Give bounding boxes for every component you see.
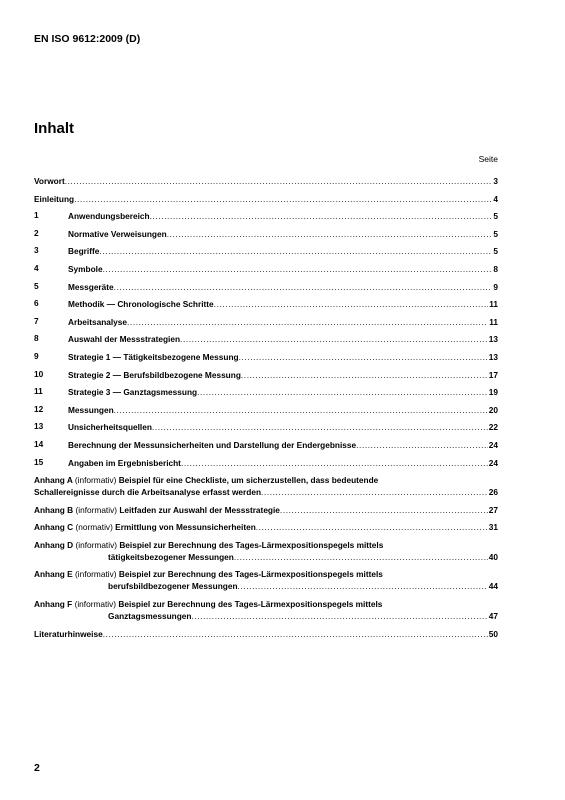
toc-entry-number: 10	[34, 368, 44, 379]
toc-leader-dots	[280, 504, 488, 516]
toc-entry-4[interactable]	[34, 263, 498, 275]
toc-entry-page: 13	[488, 351, 498, 362]
annex-title-line-1: Leitfaden zur Auswahl der Messstrategie	[119, 504, 280, 515]
toc-leader-dots	[256, 521, 488, 533]
toc-entry-page: 27	[488, 504, 498, 515]
toc-annex-e[interactable]	[34, 568, 498, 592]
toc-leader-dots	[167, 228, 493, 240]
toc-entry-title: Auswahl der Messstrategien	[68, 334, 181, 345]
toc-entry-number: 3	[34, 245, 39, 256]
toc-entry-page: 31	[488, 522, 498, 533]
toc-entry-number: 13	[34, 421, 44, 432]
toc-entry-number: 6	[34, 298, 39, 309]
toc-leader-dots	[261, 486, 488, 498]
toc-annex-d[interactable]	[34, 539, 498, 563]
toc-entry-title: Vorwort	[34, 176, 65, 186]
toc-entry-number: 4	[34, 262, 39, 273]
toc-leader-dots	[65, 175, 493, 187]
annex-title-line-1: Beispiel zur Berechnung des Tages-Lärmexpositionspegels mittels	[118, 569, 383, 580]
toc-entry-page: 40	[488, 551, 498, 562]
toc-entry-title: Strategie 2 — Berufsbildbezogene Messung	[68, 369, 241, 380]
toc-entry-title: Symbole	[68, 263, 103, 274]
toc-entry-15[interactable]	[34, 457, 498, 469]
toc-entry-page: 17	[488, 369, 498, 380]
toc-entry-page: 8	[493, 263, 498, 274]
toc-entry-page: 11	[489, 316, 498, 327]
toc-leader-dots	[152, 421, 488, 433]
toc-entry-number: 1	[34, 210, 39, 221]
annex-title-line-2: Schallereignisse durch die Arbeitsanalyse erfasst werden	[34, 487, 262, 498]
toc-entry-9[interactable]	[34, 351, 498, 363]
toc-entry-number: 12	[34, 403, 44, 414]
annex-kind: (informativ)	[75, 569, 117, 580]
toc-annex-b[interactable]	[34, 504, 498, 516]
toc-leader-dots	[181, 457, 488, 469]
toc-entry-6[interactable]	[34, 298, 498, 310]
toc-entry-title: Normative Verweisungen	[68, 228, 167, 239]
toc-leader-dots	[356, 439, 488, 451]
toc-entry-page: 11	[489, 299, 498, 310]
annex-title-line-1: Beispiel zur Berechnung des Tages-Lärmexpositionspegels mittels	[119, 539, 384, 550]
toc-leader-dots	[238, 580, 488, 592]
toc-entry-number: 14	[34, 438, 44, 449]
annex-title-line-1: Beispiel für eine Checkliste, um sicherzustellen, dass bedeutende	[118, 475, 379, 486]
annex-kind: (informativ)	[74, 475, 117, 486]
document-id-header: EN ISO 9612:2009 (D)	[34, 33, 141, 45]
toc-annex-a[interactable]	[34, 474, 498, 498]
toc-entry-title: Berechnung der Messunsicherheiten und Darstellung der Endergebnisse	[68, 439, 357, 450]
toc-entry-number: 8	[34, 333, 39, 344]
annex-label: Anhang B	[34, 504, 74, 515]
toc-leader-dots	[234, 551, 488, 563]
toc-entry-vorwort[interactable]	[34, 175, 498, 187]
toc-entry-5[interactable]	[34, 281, 498, 293]
annex-title-line-1: Beispiel zur Berechnung des Tages-Lärmexpositionspegels mittels	[118, 599, 383, 610]
toc-entry-14[interactable]	[34, 439, 498, 451]
toc-leader-dots	[114, 404, 488, 416]
toc-entry-title: Messgeräte	[68, 281, 114, 292]
toc-entry-3[interactable]	[34, 245, 498, 257]
toc-entry-einleitung[interactable]	[34, 193, 498, 205]
toc-entry-page: 5	[493, 211, 498, 222]
page-number: 2	[34, 762, 40, 774]
toc-entry-8[interactable]	[34, 333, 498, 345]
toc-entry-page: 20	[488, 404, 498, 415]
toc-leader-dots	[191, 610, 487, 622]
toc-title: Inhalt	[34, 120, 74, 137]
toc-leader-dots	[74, 193, 492, 205]
toc-annex-f[interactable]	[34, 598, 498, 622]
annex-kind: (normativ)	[75, 522, 113, 533]
toc-entry-title: Einleitung	[34, 193, 75, 204]
annex-title-line-2: Ganztagsmessungen	[108, 611, 192, 622]
toc-entry-page: 24	[488, 439, 498, 450]
annex-title-line-2: tätigkeitsbezogener Messungen	[108, 551, 234, 562]
toc-entry-page: 5	[493, 228, 498, 239]
toc-entry-page: 9	[493, 281, 498, 292]
toc-leader-dots	[127, 316, 488, 328]
toc-entry-page: 19	[488, 387, 498, 398]
toc-entry-title: Methodik — Chronologische Schritte	[68, 299, 214, 310]
toc-leader-dots	[114, 281, 493, 293]
annex-label: Anhang C	[34, 522, 74, 533]
toc-entry-title: Unsicherheitsquellen	[68, 422, 152, 433]
toc-entry-12[interactable]	[34, 404, 498, 416]
page-column-label: Seite	[478, 154, 498, 164]
toc-leader-dots	[239, 351, 488, 363]
toc-entry-title: Arbeitsanalyse	[68, 316, 128, 327]
toc-leader-dots	[180, 333, 488, 345]
toc-entry-number: 15	[34, 456, 44, 467]
toc-entry-page: 22	[488, 422, 498, 433]
toc-entry-page: 44	[488, 581, 498, 592]
annex-label: Anhang E	[34, 569, 73, 580]
table-of-contents	[34, 175, 498, 645]
toc-entry-literaturhinweise[interactable]	[34, 628, 498, 640]
toc-entry-number: 5	[34, 280, 39, 291]
toc-entry-title: Strategie 1 — Tätigkeitsbezogene Messung	[68, 351, 239, 362]
toc-entry-page: 5	[493, 246, 498, 257]
toc-entry-10[interactable]	[34, 369, 498, 381]
toc-entry-title: Messungen	[68, 404, 114, 415]
toc-entry-7[interactable]	[34, 316, 498, 328]
toc-leader-dots	[197, 386, 488, 398]
toc-entry-title: Strategie 3 — Ganztagsmessung	[68, 387, 198, 398]
annex-kind: (informativ)	[75, 504, 117, 515]
toc-entry-13[interactable]	[34, 421, 498, 433]
toc-entry-title: Angaben im Ergebnisbericht	[68, 457, 181, 468]
annex-label: Anhang F	[34, 599, 73, 610]
toc-entry-2[interactable]	[34, 228, 498, 240]
annex-label: Anhang A	[34, 475, 73, 486]
toc-entry-page: 26	[488, 487, 498, 498]
toc-leader-dots	[99, 245, 492, 257]
toc-leader-dots	[150, 210, 493, 222]
toc-entry-page: 4	[493, 193, 498, 204]
toc-annex-c[interactable]	[34, 521, 498, 533]
toc-entry-page: 47	[488, 611, 498, 622]
toc-entry-number: 7	[34, 315, 39, 326]
toc-entry-page: 50	[488, 628, 498, 639]
toc-entry-page: 13	[488, 334, 498, 345]
toc-entry-11[interactable]	[34, 386, 498, 398]
toc-leader-dots	[241, 369, 488, 381]
toc-entry-1[interactable]	[34, 210, 498, 222]
annex-kind: (informativ)	[75, 539, 117, 550]
toc-entry-number: 9	[34, 350, 39, 361]
annex-title-line-2: berufsbildbezogener Messungen	[108, 581, 238, 592]
annex-label: Anhang D	[34, 539, 74, 550]
toc-entry-page: 24	[488, 457, 498, 468]
toc-leader-dots	[103, 628, 488, 640]
toc-entry-number: 2	[34, 227, 39, 238]
toc-entry-title: Begriffe	[68, 246, 100, 257]
toc-leader-dots	[214, 298, 489, 310]
annex-kind: (informativ)	[74, 599, 117, 610]
toc-entry-number: 11	[34, 386, 43, 397]
toc-entry-page: 3	[493, 176, 498, 186]
toc-leader-dots	[103, 263, 493, 275]
toc-entry-title: Literaturhinweise	[34, 628, 103, 639]
annex-title-line-1: Ermittlung von Messunsicherheiten	[115, 522, 256, 533]
toc-entry-title: Anwendungsbereich	[68, 211, 150, 222]
